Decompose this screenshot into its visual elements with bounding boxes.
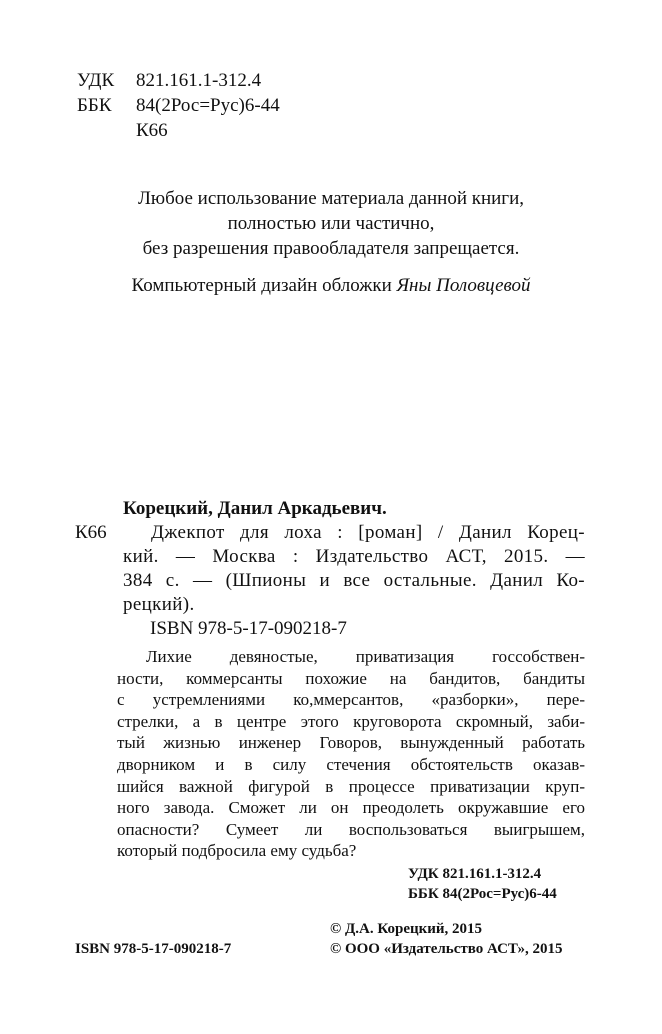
footer-bbk: ББК 84(2Рос=Рус)6-44 bbox=[408, 886, 557, 902]
copyright-publisher: © ООО «Издательство АСТ», 2015 bbox=[330, 941, 563, 957]
biblio-line: рецкий). bbox=[123, 594, 195, 615]
record-author-mark: К66 bbox=[75, 522, 107, 543]
udk-value: 821.161.1-312.4 bbox=[136, 70, 262, 91]
footer-udk: УДК 821.161.1-312.4 bbox=[408, 866, 542, 882]
udk-label: УДК bbox=[77, 70, 115, 91]
annotation-line: Лихие девяностые, приватизация госсобствен- bbox=[146, 647, 585, 666]
annotation-line: шийся важной фигурой в процессе приватизации круп- bbox=[117, 776, 585, 796]
annotation-line: тый жизнью инженер Говоров, вынужденный работать bbox=[117, 733, 585, 753]
classification-block bbox=[77, 68, 280, 143]
bbk-row bbox=[77, 93, 280, 118]
notice-line: полностью или частично, bbox=[227, 213, 435, 234]
annotation-line: с устремлениями ко,ммерсантов, «разборки», пере- bbox=[117, 690, 585, 710]
bbk-label: ББК bbox=[77, 95, 112, 116]
annotation-line: ности, коммерсанты похожие на бандитов, бандиты bbox=[117, 668, 585, 688]
annotation bbox=[117, 646, 585, 862]
bibliographic-description bbox=[123, 521, 585, 617]
annotation-line: опасности? Сумеет ли воспользоваться выигрышем, bbox=[117, 819, 585, 839]
bbk-value: 84(2Рос=Рус)6-44 bbox=[136, 95, 280, 116]
author-mark-row bbox=[77, 118, 280, 143]
biblio-line: кий. — Москва : Издательство АСТ, 2015. — bbox=[123, 546, 585, 567]
annotation-line: ного завода. Сможет ли он преодолеть окружавшие его bbox=[117, 798, 585, 818]
author-mark: К66 bbox=[136, 120, 168, 141]
cover-design-credit bbox=[0, 273, 662, 298]
copyright-notice bbox=[0, 186, 662, 261]
udk-row bbox=[77, 68, 280, 93]
cover-design-label: Компьютерный дизайн обложки bbox=[131, 275, 392, 296]
notice-line: Любое использование материала данной книги, bbox=[137, 188, 525, 209]
annotation-line: дворником и в силу стечения обстоятельств оказав- bbox=[117, 754, 585, 774]
biblio-line: 384 с. — (Шпионы и все остальные. Данил Ко- bbox=[123, 570, 585, 591]
biblio-line: Джекпот для лоха : [роман] / Данил Корец- bbox=[151, 522, 585, 543]
annotation-line: который подбросила ему судьба? bbox=[117, 841, 357, 861]
copyright-block bbox=[330, 919, 563, 959]
footer-isbn: ISBN 978-5-17-090218-7 bbox=[75, 941, 232, 957]
footer-classification bbox=[408, 864, 557, 904]
record-isbn: ISBN 978-5-17-090218-7 bbox=[150, 618, 347, 639]
cover-designer-name: Яны Половцевой bbox=[396, 275, 531, 296]
copyright-author: © Д.А. Корецкий, 2015 bbox=[330, 921, 483, 937]
author-heading: Корецкий, Данил Аркадьевич. bbox=[123, 498, 387, 519]
annotation-line: стрелки, а в центре этого круговорота скромный, заби- bbox=[117, 711, 585, 731]
notice-line: без разрешения правообладателя запрещается. bbox=[142, 238, 520, 259]
